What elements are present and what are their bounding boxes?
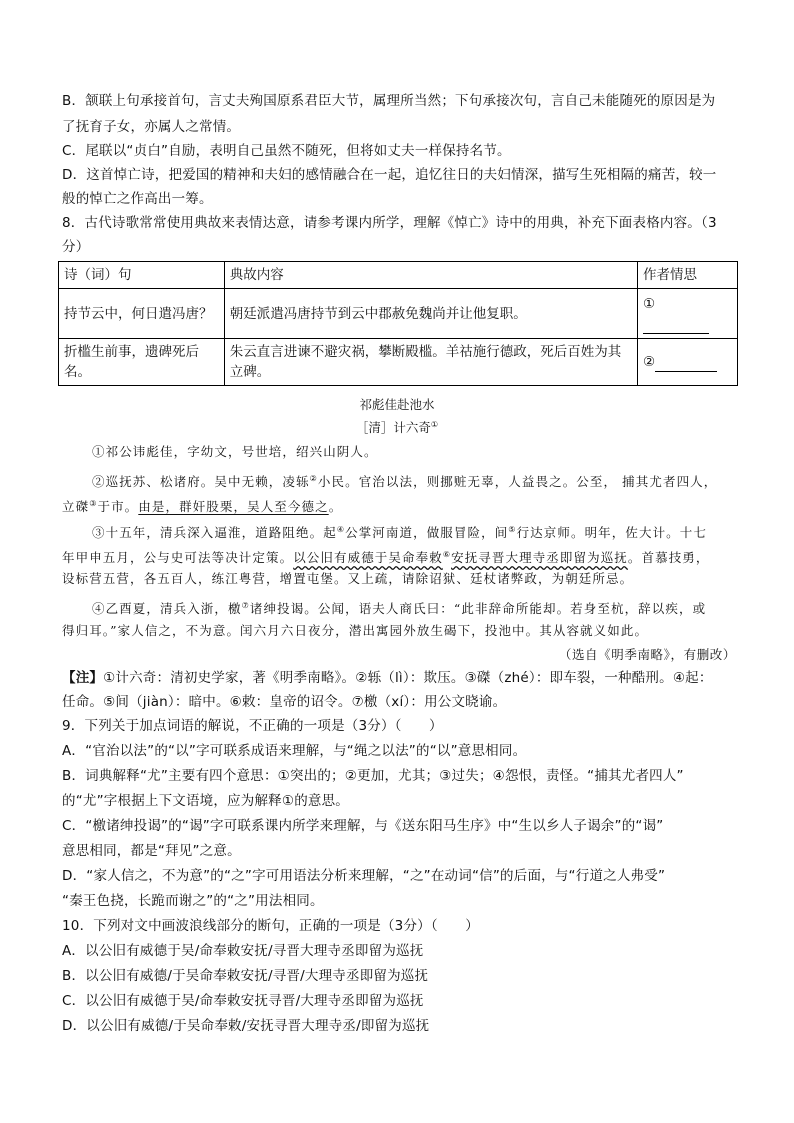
table-row: [59, 289, 738, 339]
q7-option-b-line2: 了抚育子女，亦属人之常情。: [62, 119, 241, 135]
header-author-feeling: 作者情思: [638, 262, 738, 289]
row2-allusion-line1: 朱云直言进谏不避灾祸，攀断殿槛。羊祜施行德政，死后百姓为其: [229, 344, 622, 360]
q10-option-b[interactable]: B．以公旧有威德/于吴命奉敕安抚/寻晋/大理寺丞即留为巡抚: [62, 968, 429, 984]
row2-allusion: [224, 339, 637, 386]
row2-answer-blank[interactable]: [655, 357, 717, 372]
p3-wavy-text-1: 以公旧有威德于吴命奉敕: [293, 550, 443, 566]
p3-text-b: 公掌河南道，做服冒险，间: [345, 525, 509, 541]
q9-option-c-line2: 意思相同，都是“拜见”之意。: [62, 843, 241, 859]
passage-p4-line1: [92, 597, 706, 618]
p3-text-a: ③十五年，清兵深入逼淮，道路阻绝。起: [92, 525, 337, 541]
passage-p2-line1: [92, 470, 717, 491]
p2-note-mark: ②: [309, 474, 318, 483]
p3-text-c: 行达京师。明年，佐大计。十七: [516, 525, 707, 541]
p3-note-mark-3: ⑥: [442, 550, 452, 559]
q10-option-c[interactable]: C．以公旧有威德于吴/命奉敕安抚寻晋/大理寺丞即留为巡抚: [62, 993, 424, 1009]
p3-note-mark-2: ⑤: [508, 525, 517, 534]
header-poem-line: 诗（词）句: [59, 262, 225, 289]
p2-text-b: 小民。官治以法，则挪赃无辜，人益畏之。公至， 捕其尤者四人，: [317, 474, 718, 490]
p2-text-e: 。: [328, 499, 343, 515]
allusion-table: [58, 261, 738, 386]
q7-option-d-line1: D．这首悼亡诗，把爱国的精神和夫妇的感情融合在一起，追忆往日的夫妇情深，描写生死相隔的痛苦，较一: [62, 167, 717, 183]
p4-text-a: ④乙酉夏，清兵入浙，檄: [92, 601, 242, 617]
q7-option-d-line2: 般的悼亡之作高出一筹。: [62, 191, 213, 207]
q9-option-d-line2: “秦王色挠，长跪而谢之”的“之”用法相同。: [62, 893, 324, 909]
q7-option-b-line1: B．颔联上句承接首句，言丈夫殉国原系君臣大节，属理所当然；下句承接次句，言自己未能随死的原因是为: [62, 93, 716, 109]
annotation-line1: [62, 669, 713, 687]
row2-answer-mark: ②: [643, 354, 656, 370]
q8-stem-line1: 8．古代诗歌常常使用典故来表情达意，请参考课内所学，理解《悼亡》诗中的用典，补充下面表格内容。（3: [62, 215, 717, 231]
passage-source: （选自《明季南略》，有删改）: [558, 647, 736, 662]
p3-text-d: 年甲申五月，公与史可法等决计定策。: [62, 550, 294, 566]
p2-note-mark-2: ③: [89, 499, 98, 508]
row1-answer-blank[interactable]: [643, 319, 709, 334]
q10-stem: 10．下列对文中画波浪线部分的断句，正确的一项是（3分）（ ）: [62, 918, 479, 934]
p2-text-c: 立磔: [62, 499, 90, 515]
q10-option-a[interactable]: A．以公旧有威德于吴/命奉敕安抚/寻晋大理寺丞即留为巡抚: [62, 943, 424, 959]
q8-stem-line2: 分）: [62, 239, 90, 255]
annotation-label: 【注】: [62, 670, 104, 686]
q7-option-c: C．尾联以“贞白”自励，表明自己虽然不随死，但将如丈夫一样保持名节。: [62, 143, 511, 159]
table-row: [59, 339, 738, 386]
passage-author: ［清］计六奇: [355, 420, 431, 435]
row2-answer-cell[interactable]: [638, 339, 738, 386]
q10-option-d[interactable]: D．以公旧有威德/于吴命奉敕/安抚寻晋大理寺丞/即留为巡抚: [62, 1018, 430, 1034]
p4-note-mark: ⑦: [241, 601, 250, 610]
annotation-line2: 任命。⑤间（jiàn）：暗中。⑥敕：皇帝的诏令。⑦檄（xí）：用公文晓谕。: [62, 694, 507, 710]
p3-note-mark-1: ④: [336, 525, 346, 534]
passage-author-line: [0, 418, 794, 436]
q9-option-b-line2: 的“尤”字根据上下文语境，应为解释①的意思。: [62, 793, 349, 809]
row2-poem-line: 折槛生前事，遗碑死后名。: [59, 339, 225, 386]
passage-title: 祁彪佳赴池水: [359, 397, 435, 412]
p2-text-a: ②巡抚苏、松诸府。吴中无赖，凌轹: [92, 474, 310, 490]
row1-poem-line: 持节云中，何日遣冯唐？: [59, 289, 225, 339]
row1-answer-mark: ①: [643, 295, 656, 312]
q9-option-b-line1: B．词典解释“尤”主要有四个意思：①突出的；②更加，尤其；③过失；④怨恨，责怪。“捕其尤者四人”: [62, 768, 684, 784]
header-allusion: 典故内容: [224, 262, 637, 289]
p3-wavy-text-2: 安抚寻晋大理寺丞即留为巡抚: [451, 550, 628, 566]
q9-option-c-line1: C．“檄诸绅投谒”的“谒”字可联系课内所学来理解，与《送东阳马生序》中“生以乡人子谒余”的“谒”: [62, 818, 664, 834]
p2-text-d: 于市。: [97, 499, 139, 515]
passage-p4-line2: 得归耳。”家人信之，不为意。闰六月六日夜分，潜出寓园外放生碣下，投池中。其从容就义如此。: [62, 623, 649, 638]
passage-p3-line1: [92, 521, 707, 542]
row1-allusion: 朝廷派遣冯唐持节到云中郡赦免魏尚并让他复职。: [224, 289, 637, 339]
row1-answer-cell[interactable]: [638, 289, 738, 339]
passage-p1: ①祁公讳彪佳，字幼文，号世培，绍兴山阴人。: [92, 444, 378, 459]
table-header-row: [59, 262, 738, 289]
p2-underlined-text: 由是，群奸股栗，吴人至今德之: [138, 499, 329, 515]
p4-text-b: 诸绅投谒。公闻，语夫人商氏曰：“此非辞命所能却。若身至杭，辞以疾，或: [249, 601, 707, 617]
q9-option-a: A．“官治以法”的“以”字可联系成语来理解，与“绳之以法”的“以”意思相同。: [62, 743, 527, 759]
p3-text-e: 。首慕技勇，: [627, 550, 710, 566]
author-note-mark: ①: [430, 419, 439, 429]
passage-p3-line3: 设标营五营，各五百人，练江粤营，增置屯堡。又上疏，请除诏狱、廷杖诸弊政，为朝廷所忌。: [62, 571, 634, 586]
row2-allusion-line2: 立碑。: [229, 364, 271, 380]
passage-p2-line2: [62, 495, 342, 516]
annotation-text-1: ①计六奇：清初史学家，著《明季南略》。②轹（lì）：欺压。③磔（zhé）：即车裂，一种酷刑。④起：: [103, 670, 713, 686]
q9-option-d-line1: D．“家人信之，不为意”的“之”字可用语法分析来理解，“之”在动词“信”的后面，与“行道之人弗受”: [62, 868, 666, 884]
passage-p3-line2: [62, 546, 710, 567]
q9-stem: 9．下列关于加点词语的解说，不正确的一项是（3分）（ ）: [62, 718, 443, 734]
